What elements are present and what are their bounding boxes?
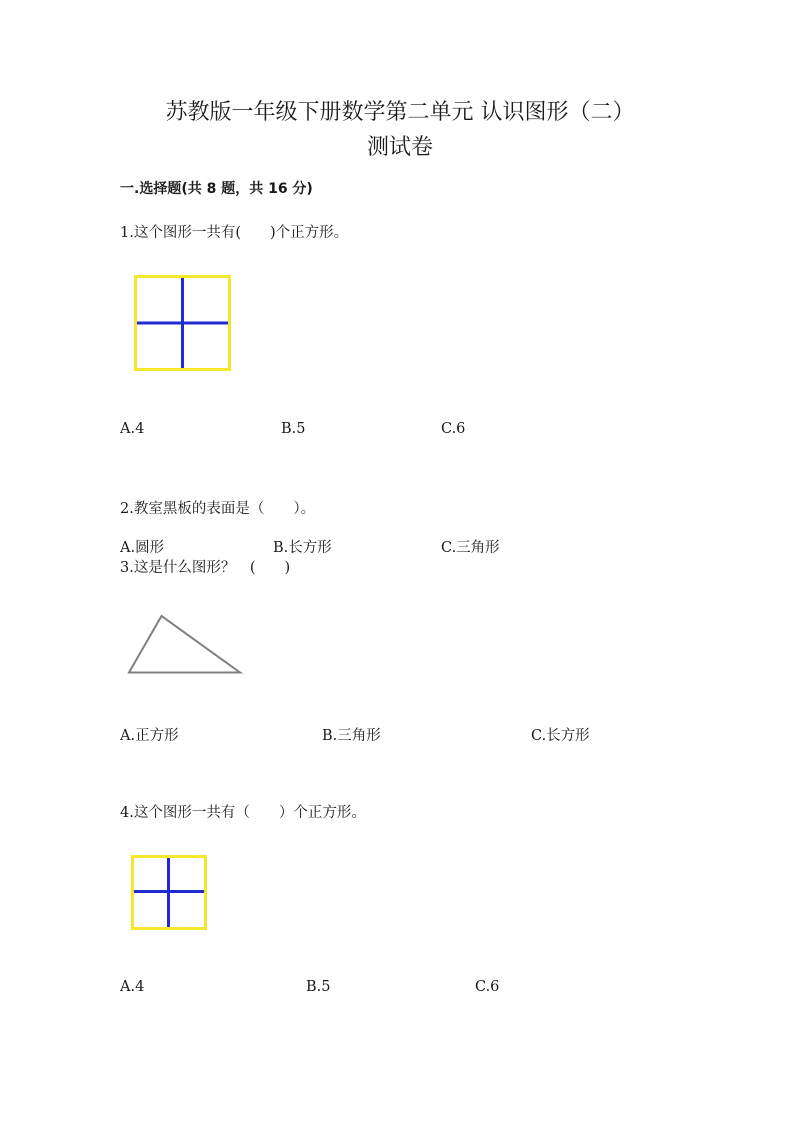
question-3-figure xyxy=(127,613,243,675)
q3-triangle xyxy=(129,616,240,673)
question-1-figure xyxy=(134,275,232,372)
question-4-figure xyxy=(131,855,207,930)
question-2-option-b[interactable]: B.长方形 xyxy=(273,540,332,556)
section-heading: 一.选择题(共 8 题，共 16 分) xyxy=(120,181,313,197)
question-3-text: 3.这是什么图形？ ( ) xyxy=(120,560,291,576)
question-1-option-c[interactable]: C.6 xyxy=(441,421,466,437)
question-2-text: 2.教室黑板的表面是（ ）。 xyxy=(120,501,316,517)
question-3-option-c[interactable]: C.长方形 xyxy=(531,728,590,744)
question-2-option-a[interactable]: A.圆形 xyxy=(120,540,165,556)
question-4-option-c[interactable]: C.6 xyxy=(475,979,500,995)
question-3-option-a[interactable]: A.正方形 xyxy=(120,728,179,744)
question-1-option-a[interactable]: A.4 xyxy=(120,421,145,437)
question-1-text: 1.这个图形一共有( )个正方形。 xyxy=(120,225,349,241)
page-subtitle: 测试卷 xyxy=(366,135,433,160)
question-4-option-b[interactable]: B.5 xyxy=(306,979,331,995)
question-3-option-b[interactable]: B.三角形 xyxy=(322,728,381,744)
question-2-option-c[interactable]: C.三角形 xyxy=(441,540,500,556)
question-1-option-b[interactable]: B.5 xyxy=(281,421,306,437)
page-title: 苏教版一年级下册数学第二单元 认识图形（二） xyxy=(165,100,635,125)
question-4-text: 4.这个图形一共有（ ）个正方形。 xyxy=(120,805,366,821)
question-4-option-a[interactable]: A.4 xyxy=(120,979,145,995)
